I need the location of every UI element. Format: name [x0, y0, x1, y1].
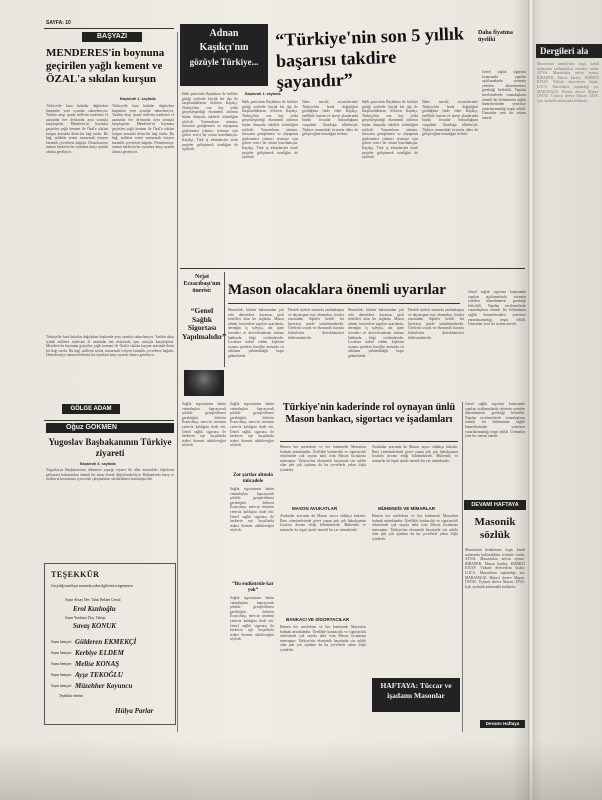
thanks-role-5: Sayın hemşire — [51, 684, 72, 688]
insurance-box — [180, 272, 225, 367]
bottom-body-3: Hemen her meslekten ve her kademede Masonları bulmak mümkündür. Özellikle bankacılık ve sigortacılık sektöründe çok sayıda ünlü isim Mason localarına mensuptur. Türkiye'nin ekonomik hayatında söz sahibi olan pek çok işadamı da bu çevrelerle yakın ilişki içindedir. — [280, 625, 366, 652]
quote-headline: “Türkiye'nin son 5 yıllık başarısı takdire şayandır” — [275, 23, 465, 92]
thanks-role-3: Sayın hemşire — [51, 662, 72, 666]
left-body-lower: Türkiye'de kara bulutlar dağılırken başkentte yeni oyunlar sahneleniyor. Tarihin akışı içinde milletin iradesine el uzatanlar her defasında aynı sonuçla karşılaştılar. Menderes'in boynuna geçirilen yağlı kement ile Özal'a sıkılan kurşun arasında derin bir bağ vardır. Bu bağ, milletin sesini susturmak isteyen karanlık çevrelerin bağıdır. Demokrasiye inanan herkesin bu oyunlara karşı uyanık olması gerekiyor. — [46, 335, 174, 358]
column-rule — [44, 420, 174, 421]
bottom-body-4: Avukatlar arasında da Mason sayısı oldukça fazladır. Baro yönetimlerinde görev yapan pek çok hukukçunun localara devam ettiği bilinmektedir. Mühendis ve mimarlar da örgüt içinde önemli bir yer tutmaktadır. — [372, 445, 458, 463]
thanks-line1: Sayın Ahsay Dev. Tahsi Beklen Cemal — [65, 598, 121, 602]
kicker-bottom: gözüyle Türkiye... — [189, 57, 259, 67]
dictionary-continued: Devamı Haftaya — [480, 720, 525, 728]
bottom-body-5: Hemen her meslekten ve her kademede Masonları bulmak mümkündür. Özellikle bankacılık ve sigortacılık sektöründe çok sayıda ünlü isim Mason localarına mensuptur. Türkiye'nin ekonomik hayatında söz sahibi olan pek çok işadamı da bu çevrelerle yakın ilişki içindedir. — [372, 514, 458, 541]
thanks-intro: Geçirdiği ameliyat sırasında yakın ilgilerini esirgemeyen — [51, 584, 133, 588]
left-body-col2: Türkiye'de kara bulutlar dağılırken başkentte yeni oyunlar sahneleniyor. Tarihin akışı içinde milletin iradesine el uzatanlar her defasında aynı sonuçla karşılaştılar. Menderes'in boynuna geçirilen yağlı kement ile Özal'a sıkılan kurşun arasında derin bir bağ vardır. Bu bağ, milletin sesini susturmak isteyen karanlık çevrelerin bağıdır. Demokrasiye inanan herkesin bu oyunlara karşı uyanık olması gerekiyor. — [112, 104, 174, 154]
insurance-body-col2: Sağlık sigortasının bütün vatandaşları kapsayacak şekilde genişletilmesi gerektiğini belirten Eczacıbaşı, mevcut sistemin yetersiz kaldığını ifade etti. Genel sağlık sigortası ile herkesin eşit koşullarda tedavi hizmeti alabileceğini söyledi. — [230, 402, 274, 448]
thanks-role-4: Sayın hemşire — [51, 673, 72, 677]
side-label — [478, 30, 523, 44]
page-shadow — [0, 740, 602, 800]
thanks-signature: Hülya Parlar — [115, 707, 154, 715]
mason-body-col2: Dernek üyeleri arasında yardımlaşma ve dayanışma esas alınmakta, localar arasındaki ilişkiler belirli bir hiyerarşi içinde yürütülmektedir. Üyelerin sosyal ve ekonomik hayatta birbirlerini desteklemeleri beklenmektedir. — [288, 308, 344, 340]
far-right-body: Masonların kendilerine özgü, kendi aralarında kullandıkları terimler vardır. AYNA: Masonlukta nefsin aynası. BİRADER: Mason kardeş. KIRMIZI KİTAP: Yüksek derecelerin kitabı. LOCA: Masonların toplandığı yer. MARANGOZ: Birinci derece Mason. ÜSTAT: Üçüncü derece Mason. ZİYA: Işık, aydınlık anlamında kullanılır. — [537, 62, 599, 103]
portrait-photo — [184, 370, 224, 396]
left-byline: Baştarafı 1. sayfada — [120, 97, 156, 101]
kicker-mid: Kaşıkçı'nın — [199, 42, 249, 53]
column-headline: Yugoslav Başbakanının Türkiye ziyareti — [48, 437, 172, 458]
insurance-author: Nejat Eczacıbaşı'nın önerisi: — [183, 274, 221, 294]
thanks-name2: Savaş KONUK — [73, 622, 116, 630]
column-byline: Baştarafı 3. sayfada — [80, 462, 116, 466]
mason-headline: Mason olacaklara önemli uyarılar — [228, 282, 446, 298]
thanks-nurse-1: Gülderen EKMEKÇİ — [75, 638, 137, 646]
thanks-role-1: Sayın hemşire — [51, 640, 72, 644]
left-headline: MENDERES'in boynuna geçirilen yağlı kement ve ÖZAL'a sıkılan kurşun — [46, 47, 165, 85]
section-lawyers: MASON AVUKATLAR — [292, 506, 338, 511]
section-engineers: MÜHENDİS VE MİMARLAR — [378, 506, 435, 511]
thanks-nurse-4: Ayşe TEKOĞLU — [75, 671, 123, 679]
far-right-title: Dergileri ala — [536, 44, 602, 58]
sub-head-2: “Bu endüstride kar yok” — [232, 582, 274, 593]
mid-rule — [180, 268, 525, 269]
sub-head: Zor şartlar altında mücadele — [233, 473, 273, 484]
bottom-body-2: Avukatlar arasında da Mason sayısı oldukça fazladır. Baro yönetimlerinde görev yapan pek çok hukukçunun localara devam ettiği bilinmektedir. Mühendis ve mimarlar da örgüt içinde önemli bir yer tutmaktadır. — [280, 514, 366, 532]
section-label: BAŞYAZI — [82, 32, 142, 42]
thanks-nurse-5: Müzehher Koyuncu — [75, 682, 133, 690]
thanks-nurse-2: Kerbiye ELDEM — [75, 649, 124, 657]
center-body-col6: Genel sağlık sigortası konusunda yapılan açıklamalarda sistemin yeniden düzenlenmesi gerektiği belirtildi. Yapılan incelemelerde vatandaşların önemli bir bölümünün sağlık hizmetlerinden yeterince yararlanamadığı tespit edildi. Uzmanlar yeni bir sistem önerdi. — [482, 70, 526, 120]
page-fold — [528, 0, 534, 800]
column-divider-left — [177, 32, 178, 732]
thanks-title: TEŞEKKÜR — [51, 570, 100, 579]
mason-body-col1: Masonluk, kökeni bakımından çok eski dönemlere dayanan, gizli ritüelleri olan bir örgüttür. Mason olmak isteyenlere yapılan uyarılarda, derneğin iç işleyişi, ant içme törenleri ve derecelendirme sistemi hakkında bilgi verilmektedir. Localara kabul edilen kişilerin uyması gereken kurallar arasında sır saklama yükümlülüğü başta gelmektedir. — [228, 308, 284, 358]
dictionary-body: Masonların kendilerine özgü, kendi aralarında kullandıkları terimler vardır. AYNA: Masonlukta nefsin aynası. BİRADER: Mason kardeş. KIRMIZI KİTAP: Yüksek derecelerin kitabı. LOCA: Masonların toplandığı yer. MARANGOZ: Birinci derece Mason. ÜSTAT: Üçüncü derece Mason. ZİYA: Işık, aydınlık anlamında kullanılır. — [465, 548, 525, 589]
mason-body-col4: Dernek üyeleri arasında yardımlaşma ve dayanışma esas alınmakta, localar arasındaki ilişkiler belirli bir hiyerarşi içinde yürütülmektedir. Üyelerin sosyal ve ekonomik hayatta birbirlerini desteklemeleri beklenmektedir. — [408, 308, 464, 340]
thanks-nurse-3: Melise KONAŞ — [75, 660, 120, 668]
left-body-col1: Türkiye'de kara bulutlar dağılırken başkentte yeni oyunlar sahneleniyor. Tarihin akışı içinde milletin iradesine el uzatanlar her defasında aynı sonuçla karşılaştılar. Menderes'in boynuna geçirilen yağlı kement ile Özal'a sıkılan kurşun arasında derin bir bağ vardır. Bu bağ, milletin sesini susturmak isteyen karanlık çevrelerin bağıdır. Demokrasiye inanan herkesin bu oyunlara karşı uyanık olması gerekiyor. — [46, 104, 108, 154]
side-label-top: Daha fiyatına — [478, 30, 513, 36]
mason-body-col3: Masonluk, kökeni bakımından çok eski dönemlere dayanan, gizli ritüelleri olan bir örgüttür. Mason olmak isteyenlere yapılan uyarılarda, derneğin iç işleyişi, ant içme törenleri ve derecelendirme sistemi hakkında bilgi verilmektedir. Localara kabul edilen kişilerin uyması gereken kurallar arasında sır saklama yükümlülüğü başta gelmektedir. — [348, 308, 404, 358]
center-byline: Baştarafı 1. sayfada — [245, 92, 281, 96]
kicker-top: Adnan — [209, 28, 239, 39]
right-body-upper: Genel sağlık sigortası konusunda yapılan açıklamalarda sistemin yeniden düzenlenmesi gerektiği belirtildi. Yapılan incelemelerde vatandaşların önemli bir bölümünün sağlık hizmetlerinden yeterince yararlanamadığı tespit edildi. Uzmanlar yeni bir sistem önerdi. — [465, 402, 525, 439]
bottom-body-1: Hemen her meslekten ve her kademede Masonları bulmak mümkündür. Özellikle bankacılık ve sigortacılık sektöründe çok sayıda ünlü isim Mason localarına mensuptur. Türkiye'nin ekonomik hayatında söz sahibi olan pek çok işadamı da bu çevrelerle yakın ilişki içindedir. — [280, 445, 366, 472]
insurance-body-col1: Sağlık sigortasının bütün vatandaşları kapsayacak şekilde genişletilmesi gerektiğini belirten Eczacıbaşı, mevcut sistemin yetersiz kaldığını ifade etti. Genel sağlık sigortası ile herkesin eşit koşullarda tedavi hizmeti alabileceğini söyledi. — [182, 402, 226, 448]
next-week-box: HAFTAYA: Tüccar ve işadamı Masonlar — [372, 678, 460, 712]
section-bankers: BANKACI VE SİGORTACILAR — [286, 617, 350, 622]
kicker-box — [180, 24, 268, 86]
side-label-bottom: üyeliki — [478, 37, 496, 43]
continued-banner: DEVAMI HAFTAYA — [464, 500, 526, 510]
dictionary-title: Masonik sözlük — [474, 516, 516, 541]
column-logo: GÖLGE ADAM — [62, 404, 120, 414]
top-rule — [44, 28, 174, 29]
thanks-line2: Sayın Yardımcı Doç. Taksip — [65, 616, 106, 620]
bottom-rule — [280, 441, 458, 442]
column-author: Oğuz GÖKMEN — [46, 423, 174, 433]
thanks-name1: Erol Kızılıoğlu — [73, 605, 116, 613]
column-divider-right — [462, 402, 463, 732]
page-number: SAYFA: 10 — [46, 20, 71, 26]
center-body-col3: Daha önceki ziyaretlerinde Türkiye'nin hızla değiştiğini gördüğünü ifade eden Kaşıkçı, özellikle turizm ve enerji alanlarında büyük fırsatlar bulunduğunu vurguladı. Ortadoğu ülkeleriyle Türkiye arasındaki ticaretin daha da gelişeceğine inandığını belirtti. — [302, 100, 358, 137]
ink-spacer — [58, 150, 158, 190]
mason-body-col5: Genel sağlık sigortası konusunda yapılan açıklamalarda sistemin yeniden düzenlenmesi gerektiği belirtildi. Yapılan incelemelerde vatandaşların önemli bir bölümünün sağlık hizmetlerinden yeterince yararlanamadığı tespit edildi. Uzmanlar yeni bir sistem önerdi. — [468, 290, 526, 327]
center-body-col5: Daha önceki ziyaretlerinde Türkiye'nin hızla değiştiğini gördüğünü ifade eden Kaşıkçı, özellikle turizm ve enerji alanlarında büyük fırsatlar bulunduğunu vurguladı. Ortadoğu ülkeleriyle Türkiye arasındaki ticaretin daha da gelişeceğine inandığını belirtti. — [422, 100, 478, 137]
thanks-outro: Teşekkür ederim — [59, 694, 83, 698]
column-body: Yugoslavya Başbakanı'nın ülkemize yaptığı ziyaret iki ülke arasındaki ilişkilerin gelişmesi bakımından önemli bir adım olarak değerlendiriliyor. Balkanlarda barış ve istikrarın korunması için ortak çalışmaların sürdürülmesi kararlaştırıldı. — [46, 468, 174, 482]
mason-rule — [228, 303, 460, 304]
center-body-col4: Halk partisinin Başbakan ile birlikte gittiği yerlerde büyük bir ilgi ile karşılandıklarını belirten Kaşıkçı, Türkiye'nin son beş yılda gerçekleştirdiği ekonomik atılımın bütün dünyada takdirle izlendiğini söyledi. Yatırımların artması, ihracatın genişlemesi ve altyapının güçlenmesi yabancı sermaye için güven verici bir ortam hazırlamıştır. Kaşıkçı, Türk iş adamlarıyla ortak projeler geliştirmek istediğini de açıkladı. — [362, 100, 418, 160]
insurance-body-col4: Sağlık sigortasının bütün vatandaşları kapsayacak şekilde genişletilmesi gerektiğini belirten Eczacıbaşı, mevcut sistemin yetersiz kaldığını ifade etti. Genel sağlık sigortası ile herkesin eşit koşullarda tedavi hizmeti alabileceğini söyledi. — [230, 596, 274, 642]
bottom-headline: Türkiye'nin kaderinde rol oynayan ünlü Mason bankacı, sigortacı ve işadamları — [282, 402, 456, 425]
insurance-quote: “Genel Sağlık Sigortası Yapılmalıdır” — [182, 306, 227, 341]
center-body-col2: Halk partisinin Başbakan ile birlikte gittiği yerlerde büyük bir ilgi ile karşılandıklarını belirten Kaşıkçı, Türkiye'nin son beş yılda gerçekleştirdiği ekonomik atılımın bütün dünyada takdirle izlendiğini söyledi. Yatırımların artması, ihracatın genişlemesi ve altyapının güçlenmesi yabancı sermaye için güven verici bir ortam hazırlamıştır. Kaşıkçı, Türk iş adamlarıyla ortak projeler geliştirmek istediğini de açıkladı. — [242, 100, 298, 160]
thanks-role-2: Sayın hemşire — [51, 651, 72, 655]
insurance-body-col3: Sağlık sigortasının bütün vatandaşları kapsayacak şekilde genişletilmesi gerektiğini belirten Eczacıbaşı, mevcut sistemin yetersiz kaldığını ifade etti. Genel sağlık sigortası ile herkesin eşit koşullarda tedavi hizmeti alabileceğini söyledi. — [230, 487, 274, 533]
center-body-col1: Halk partisinin Başbakan ile birlikte gittiği yerlerde büyük bir ilgi ile karşılandıklarını belirten Kaşıkçı, Türkiye'nin son beş yılda gerçekleştirdiği ekonomik atılımın bütün dünyada takdirle izlendiğini söyledi. Yatırımların artması, ihracatın genişlemesi ve altyapının güçlenmesi yabancı sermaye için güven verici bir ortam hazırlamıştır. Kaşıkçı, Türk iş adamlarıyla ortak projeler geliştirmek istediğini de açıkladı. — [182, 92, 238, 152]
thanks-box — [44, 563, 176, 725]
